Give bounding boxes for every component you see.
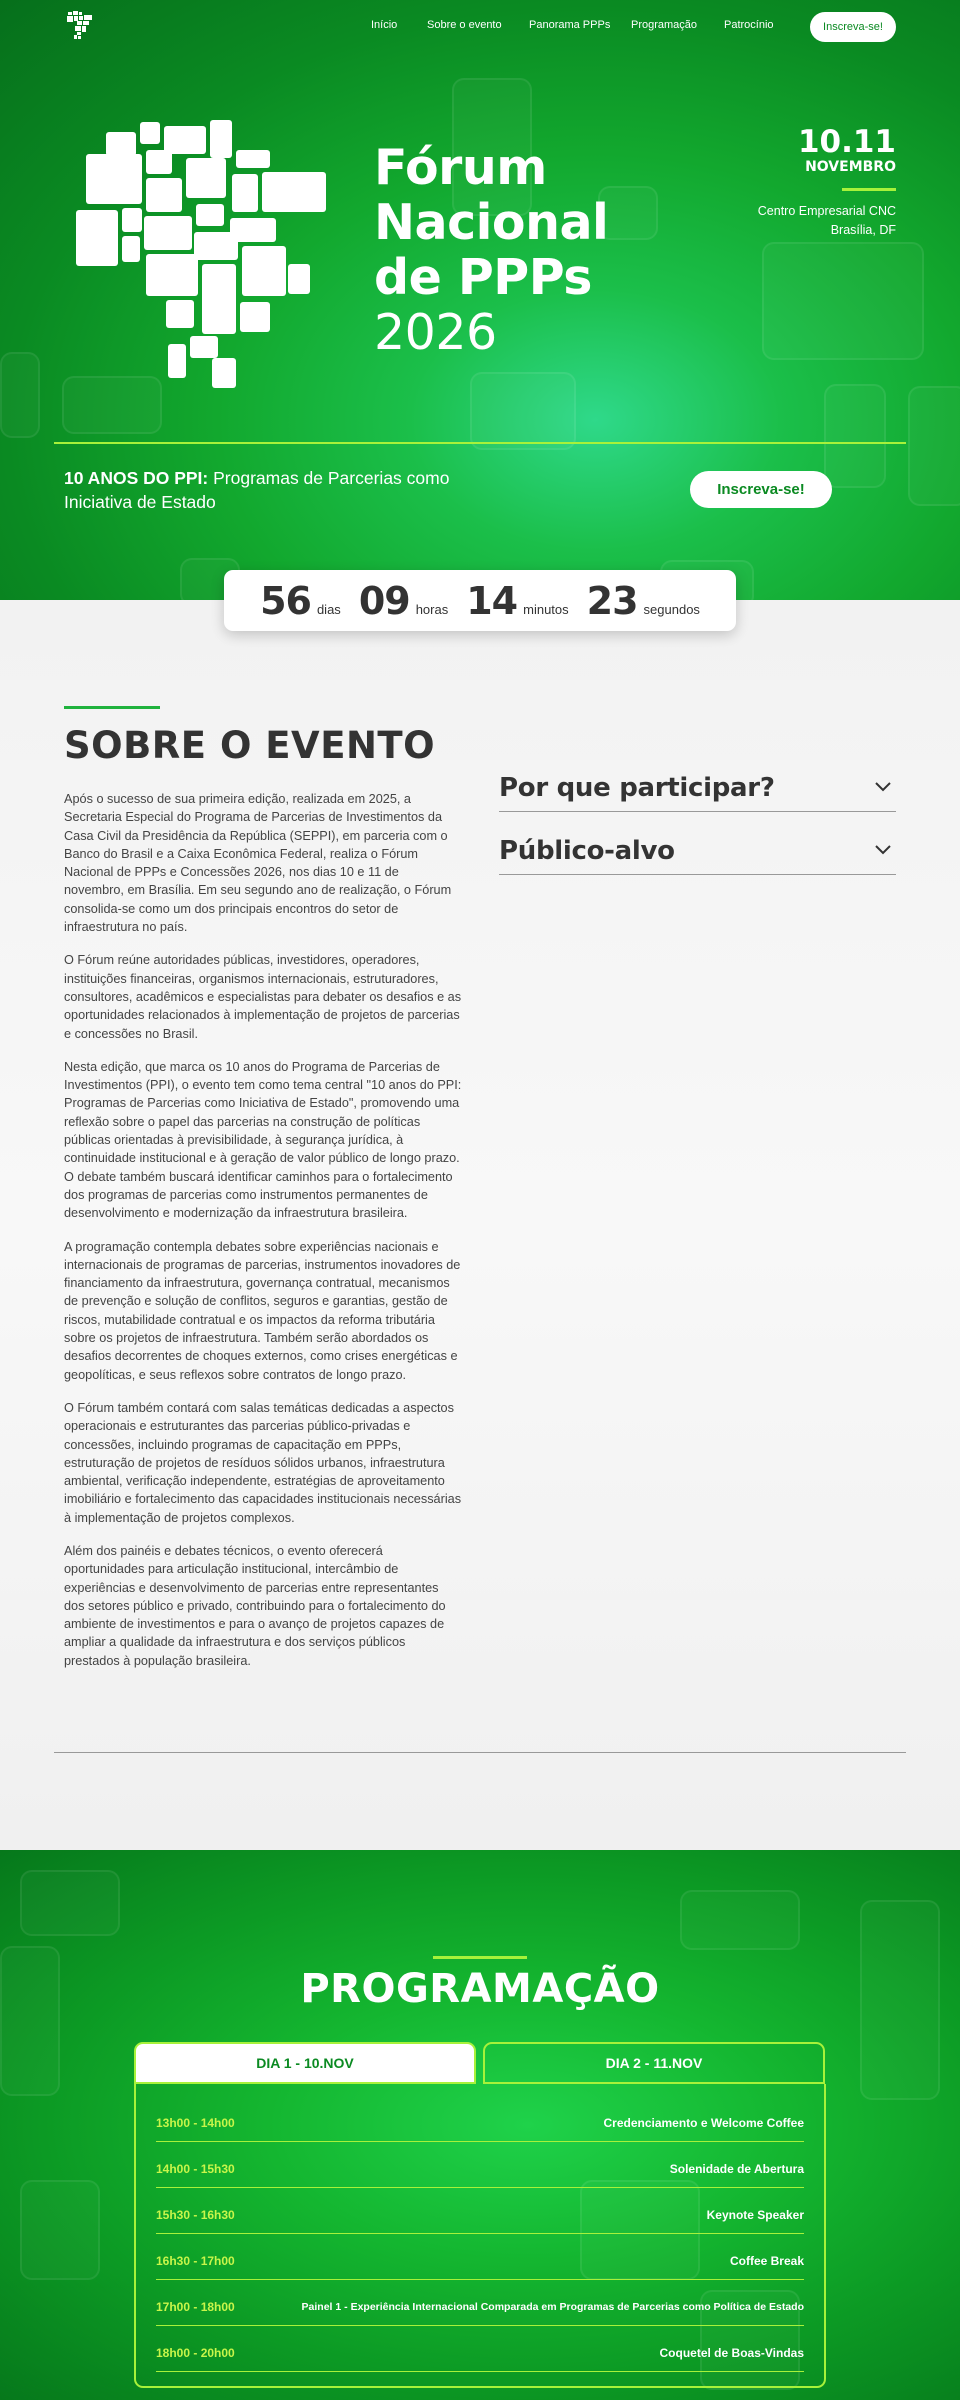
nav-link-programacao[interactable]: Programação	[631, 19, 698, 31]
schedule-time: 18h00 - 20h00	[156, 2346, 235, 2360]
about-paragraph: O Fórum também contará com salas temáticas dedicadas a aspectos operacionais e estruturantes das parcerias público-privadas e concessões, incluindo programas de capacitação em PPPs, estruturação de projetos de resíduos sólidos urbanos, infraestrutura ambiental, verificação independente, estratégias de aproveitamento imobiliário e fortalecimento das capacidades institucionais necessárias à implementação de projetos complexos.	[64, 1400, 462, 1525]
hero-section	[0, 0, 960, 600]
schedule-time: 17h00 - 18h00	[156, 2300, 235, 2314]
schedule-item: Coquetel de Boas-Vindas	[659, 2346, 804, 2360]
about-paragraph: Além dos painéis e debates técnicos, o evento oferecerá oportunidades para articulação institucional, intercâmbio de experiências e desenvolvimento de parcerias entre representantes dos setores público e privado, contribuindo para o fortalecimento do ambiente de investimentos e para o avanço de projetos capazes de ampliar a qualidade da infraestrutura e dos serviços públicos prestados à população brasileira.	[64, 1543, 446, 1668]
nav-register-button[interactable]: Inscreva-se!	[810, 12, 896, 42]
countdown-seconds	[587, 579, 700, 623]
countdown-hours-label: horas	[415, 601, 449, 617]
countdown-hours-value: 09	[358, 578, 410, 623]
nav-link-inicio[interactable]: Início	[371, 19, 398, 31]
countdown-minutes-label: minutos	[523, 601, 569, 617]
countdown-timer	[224, 570, 736, 631]
about-body	[64, 790, 462, 1685]
decor-tile	[20, 1870, 120, 1936]
schedule-row	[156, 2142, 804, 2188]
decor-tile	[680, 1890, 800, 1950]
schedule-item: Solenidade de Abertura	[669, 2162, 804, 2176]
schedule-time: 13h00 - 14h00	[156, 2116, 235, 2130]
title-line-3: de PPPs	[374, 249, 592, 306]
about-accent-bar	[64, 706, 160, 709]
about-paragraph: A programação contempla debates sobre experiências nacionais e internacionais de programas de parcerias, instrumentos inovadores de financiamento da infraestrutura, governança contratual, mecanismos de prevenção e solução de conflitos, seguros e garantias, gestão de riscos, mutabilidade contratual e os impactos da reforma tributária sobre os projetos de infraestrutura. Também serão abordados os desafios decorrentes de choques externos, como crises energéticas e geopolíticas, e seus reflexos sobre contratos de longo prazo.	[64, 1239, 461, 1382]
event-venue	[758, 202, 896, 240]
schedule-time: 14h00 - 15h30	[156, 2162, 235, 2176]
schedule-row	[156, 2234, 804, 2280]
decor-tile	[824, 384, 886, 488]
event-date: 10.11	[797, 124, 896, 160]
title-line-1: Fórum	[374, 139, 547, 196]
tagline-rest: Programas de Parcerias como Iniciativa de Estado	[64, 468, 450, 512]
hero-register-button[interactable]: Inscreva-se!	[690, 471, 832, 508]
schedule-row	[156, 2280, 804, 2326]
date-divider	[842, 188, 896, 191]
decor-tile	[20, 2180, 100, 2280]
countdown-days-value: 56	[260, 578, 311, 623]
countdown-days	[260, 579, 341, 623]
countdown-minutes	[466, 579, 568, 623]
programacao-accent-bar	[433, 1956, 527, 1959]
chevron-down-icon[interactable]	[874, 844, 892, 856]
hero-divider	[54, 442, 906, 444]
title-line-2: Nacional	[374, 194, 609, 251]
about-divider	[54, 1752, 906, 1753]
schedule-panel	[134, 2084, 826, 2388]
about-section	[0, 600, 960, 1850]
schedule-item: Painel 1 - Experiência Internacional Comparada em Programas de Parcerias como Política de Estado	[301, 2301, 804, 2313]
nav-link-panorama[interactable]: Panorama PPPs	[529, 19, 611, 31]
schedule-row	[156, 2188, 804, 2234]
programacao-section	[0, 1850, 960, 2400]
event-title	[374, 140, 674, 360]
decor-tile	[0, 352, 40, 438]
decor-tile	[470, 372, 576, 450]
about-paragraph: Nesta edição, que marca os 10 anos do Programa de Parcerias de Investimentos (PPI), o evento tem como tema central "10 anos do PPI: Programas de Parcerias como Iniciativa de Estado", promovendo uma reflexão sobre o papel das parcerias na construção de políticas públicas orientadas à previsibilidade, à segurança jurídica, à continuidade institucional e à geração de valor público de longo prazo. O debate também buscará identificar caminhos para o fortalecimento dos programas de parcerias como instrumentos permanentes de desenvolvimento e modernização da infraestrutura brasileira.	[64, 1059, 462, 1221]
schedule-row	[156, 2096, 804, 2142]
decor-tile	[762, 242, 924, 360]
schedule-item: Keynote Speaker	[706, 2208, 804, 2222]
countdown-seconds-value: 23	[586, 578, 638, 623]
countdown-hours	[359, 579, 448, 623]
venue-line-1: Centro Empresarial CNC	[757, 204, 896, 218]
tab-dia-1[interactable]: DIA 1 - 10.NOV	[134, 2042, 476, 2084]
about-title: SOBRE O EVENTO	[64, 724, 436, 767]
countdown-days-label: dias	[316, 601, 341, 617]
tagline-bold: 10 ANOS DO PPI:	[64, 468, 209, 488]
event-tagline	[64, 466, 464, 514]
tab-dia-2[interactable]: DIA 2 - 11.NOV	[483, 2042, 825, 2084]
schedule-item: Credenciamento e Welcome Coffee	[603, 2116, 804, 2130]
venue-line-2: Brasília, DF	[830, 223, 896, 237]
brazil-logo-icon[interactable]	[64, 10, 98, 42]
top-nav	[0, 0, 960, 54]
schedule-time: 16h30 - 17h00	[156, 2254, 235, 2268]
brazil-map-logo	[76, 118, 346, 388]
schedule-row	[156, 2326, 804, 2372]
event-year: 2026	[374, 304, 497, 361]
chevron-down-icon[interactable]	[874, 781, 892, 793]
about-paragraph: O Fórum reúne autoridades públicas, investidores, operadores, instituições financeiras, organismos internacionais, estruturadores, consultores, acadêmicos e especialistas para debater os desafios e as oportunidades relacionados à implementação de projetos de parcerias e concessões no Brasil.	[64, 953, 462, 1041]
countdown-minutes-value: 14	[466, 578, 518, 623]
nav-link-patrocinio[interactable]: Patrocínio	[724, 19, 774, 31]
event-month: NOVEMBRO	[805, 159, 896, 175]
accordion-label: Por que participar?	[499, 773, 775, 803]
countdown-seconds-label: segundos	[643, 601, 700, 617]
programacao-title: PROGRAMAÇÃO	[300, 1966, 660, 2012]
decor-tile	[908, 386, 960, 506]
accordion-label: Público-alvo	[499, 836, 675, 866]
accordion-publico-alvo[interactable]	[499, 811, 896, 875]
nav-link-sobre[interactable]: Sobre o evento	[427, 19, 502, 31]
schedule-time: 15h30 - 16h30	[156, 2208, 235, 2222]
schedule-item: Coffee Break	[729, 2254, 804, 2268]
about-paragraph: Após o sucesso de sua primeira edição, realizada em 2025, a Secretaria Especial do Programa de Parcerias de Investimentos da Casa Civil da Presidência da República (SEPPI), em parceria com o Banco do Brasil e a Caixa Econômica Federal, realiza o Fórum Nacional de PPPs e Concessões 2026, nos dias 10 e 11 de novembro, em Brasília. Em seu segundo ano de realização, o Fórum consolida-se como um dos principais encontros do setor de infraestrutura no país.	[64, 792, 452, 935]
accordion-por-que-participar[interactable]	[499, 748, 896, 812]
